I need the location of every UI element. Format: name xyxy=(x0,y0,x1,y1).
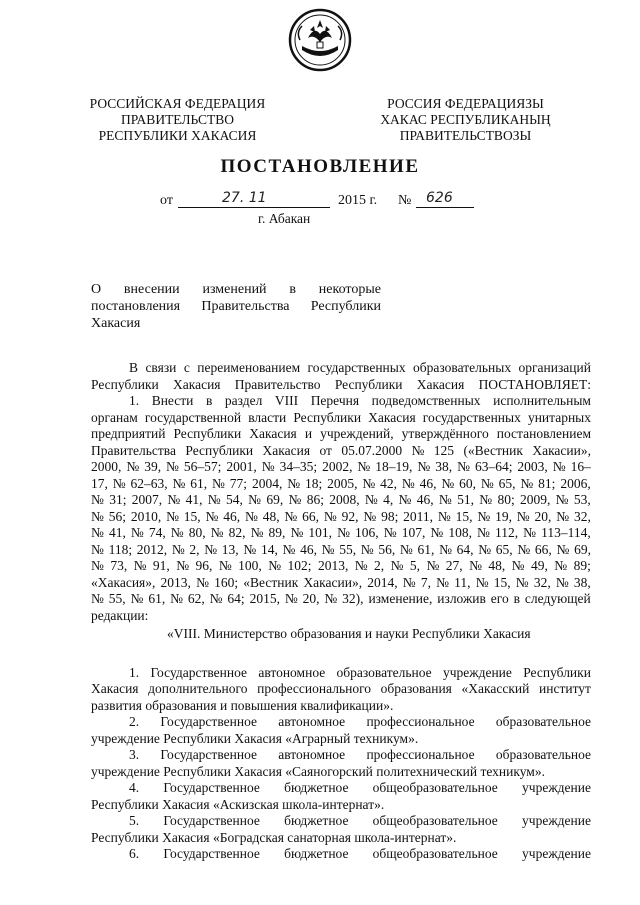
item1-line: № 118; 2012, № 2, № 13, № 14, № 46, № 55, № 56, № 61, № 64, № 65, № 66, № 69, xyxy=(91,541,591,557)
section-heading: «VIII. Министерство образования и науки Республики Хакасия xyxy=(167,626,531,641)
item1-line: 17, № 62–63, № 61, № 77; 2004, № 18; 2005, № 42, № 46, № 60, № 65, № 81; 2006, xyxy=(91,475,591,491)
date-year: 2015 г. xyxy=(338,193,378,208)
item1-line: № 31; 2007, № 41, № 54, № 69, № 86; 2008, № 4, № 46, № 51, № 80; 2009, № 53, xyxy=(91,492,591,507)
header-right-block xyxy=(358,96,573,144)
item1-line: «Хакасия», 2013, № 160; «Вестник Хакасии», 2014, № 7, № 11, № 15, № 32, № 38, xyxy=(91,574,591,590)
date-field xyxy=(178,190,330,213)
document-subject xyxy=(91,281,381,332)
preamble-line: Республики Хакасия Правительство Республики Хакасия ПОСТАНОВЛЯЕТ: xyxy=(91,376,591,392)
item1-line: № 55, № 61, № 62, № 64; 2015, № 20, № 32), изменение, изложив его в следующей xyxy=(91,591,591,606)
date-handwritten: 27. 11 xyxy=(222,190,267,206)
list-item-line: 5. Государственное бюджетное общеобразовательное учреждение xyxy=(129,813,591,828)
header-right-line-2: ХАКАС РЕСПУБЛИКАНЫҢ xyxy=(380,112,551,127)
item1-line: № 73, № 91, № 96, № 100, № 102; 2013, № 2, № 5, № 27, № 48, № 49, № 89; xyxy=(91,558,591,573)
item1-line: 2000, № 39, № 56–57; 2001, № 34–35; 2002, № 18–19, № 38, № 63–64; 2003, № 16– xyxy=(91,459,591,474)
item1-line: предприятий Республики Хакасия и учреждений, утверждённого постановлением xyxy=(91,426,591,441)
header-left-line-2: ПРАВИТЕЛЬСТВО xyxy=(121,112,234,127)
item1-line: Правительства Республики Хакасия от 05.07.2000 № 125 («Вестник Хакасии», xyxy=(91,442,591,458)
coat-of-arms-emblem-icon xyxy=(288,8,352,72)
header-left-line-1: РОССИЙСКАЯ ФЕДЕРАЦИЯ xyxy=(89,96,266,111)
item1-line: редакции: xyxy=(91,607,149,623)
header-right-line-3: ПРАВИТЕЛЬСТВОЗЫ xyxy=(399,128,532,143)
list-item-line: учреждение Республики Хакасия «Аграрный техникум». xyxy=(91,730,419,746)
preamble-line: В связи с переименованием государственных образовательных организаций xyxy=(129,360,591,375)
number-field xyxy=(416,190,474,213)
list-item-line: Хакасия дополнительного профессионального образования «Хакасский институт xyxy=(91,681,591,696)
list-item-line: 4. Государственное бюджетное общеобразовательное учреждение xyxy=(129,780,591,795)
item1-line: 1. Внести в раздел VIII Перечня подведомственных исполнительным xyxy=(129,393,591,408)
list-item-line: 2. Государственное автономное профессиональное образовательное xyxy=(129,714,591,729)
document-title: ПОСТАНОВЛЕНИЕ xyxy=(220,156,420,177)
subject-line-1: О внесении изменений в некоторые xyxy=(91,282,381,297)
list-item-line: развития образования и повышения квалификации». xyxy=(91,697,394,713)
list-item-line: 6. Государственное бюджетное общеобразовательное учреждение xyxy=(129,846,591,861)
list-item-line: Республики Хакасия «Боградская санаторная школа-интернат». xyxy=(91,829,457,845)
subject-line-3: Хакасия xyxy=(91,316,141,331)
item1-line: № 56; 2010, № 15, № 46, № 48, № 66, № 92, № 98; 2011, № 15, № 19, № 20, № 32, xyxy=(91,508,591,524)
list-item-line: 3. Государственное автономное профессиональное образовательное xyxy=(129,747,591,762)
subject-line-2: постановления Правительства Республики xyxy=(91,299,381,314)
header-left-block xyxy=(70,96,285,144)
document-body xyxy=(91,360,591,863)
date-from-label: от xyxy=(160,193,173,208)
number-handwritten: 626 xyxy=(426,190,453,206)
header-right-line-1: РОССИЯ ФЕДЕРАЦИЯЗЫ xyxy=(387,96,544,111)
header-left-line-3: РЕСПУБЛИКИ ХАКАСИЯ xyxy=(98,128,257,143)
list-item-line: учреждение Республики Хакасия «Саяногорский политехнический техникум». xyxy=(91,763,545,779)
list-item-line: Республики Хакасия «Аскизская школа-интернат». xyxy=(91,796,385,812)
city-label: г. Абакан xyxy=(258,211,311,226)
item1-line: № 41, № 74, № 80, № 82, № 89, № 101, № 106, № 107, № 108, № 112, № 113–114, xyxy=(91,525,591,540)
number-label: № xyxy=(398,193,412,208)
list-item-line: 1. Государственное автономное образовательное учреждение Республики xyxy=(129,664,591,680)
item1-line: органам государственной власти Республики Хакасия государственных унитарных xyxy=(91,409,591,425)
